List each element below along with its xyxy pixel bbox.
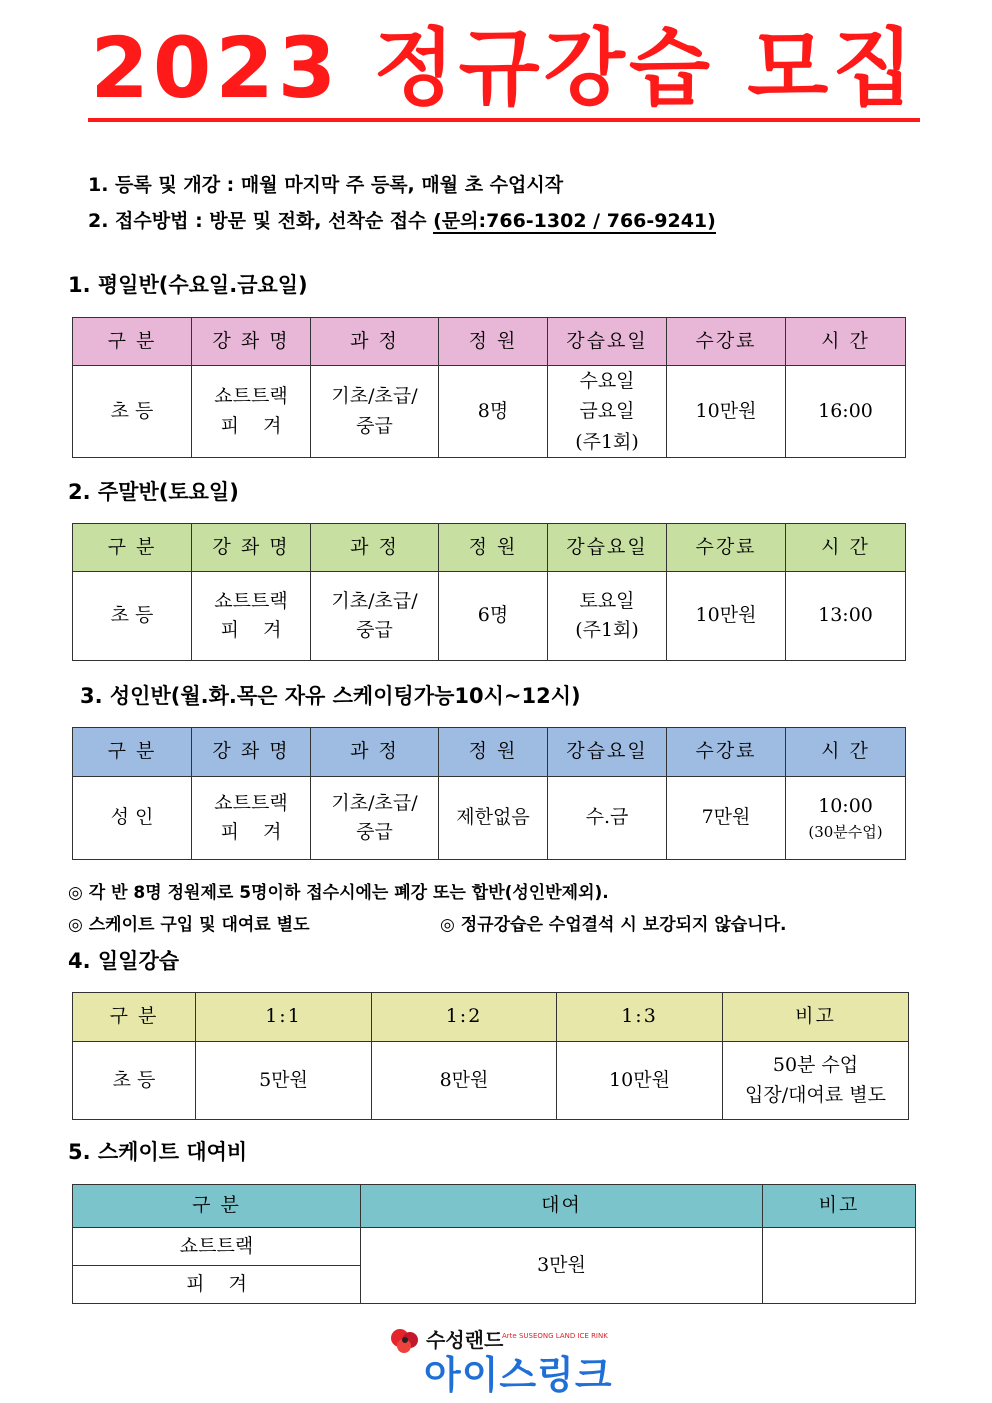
table-row <box>73 777 906 860</box>
table-row <box>73 1228 916 1266</box>
cell-figure: 피 겨 <box>73 1266 361 1304</box>
header-time: 시 간 <box>786 524 906 572</box>
table-row <box>73 366 906 458</box>
header-time: 시 간 <box>786 318 906 366</box>
table-header-row <box>73 728 906 777</box>
cell-fee: 10만원 <box>667 572 786 661</box>
level-line-2: 중급 <box>356 414 393 437</box>
header-category: 구 분 <box>73 1185 361 1228</box>
cell-days: 수.금 <box>548 777 667 860</box>
course-shorttrack: 쇼트트랙 <box>214 791 288 814</box>
cell-capacity: 8명 <box>439 366 548 458</box>
cell-price-1-1: 5만원 <box>196 1042 372 1120</box>
header-rental: 대여 <box>361 1185 763 1228</box>
section-title-adult: 3. 성인반(월.화.목은 자유 스케이팅가능10시~12시) <box>80 684 581 708</box>
notice-application-text: 2. 접수방법 : 방문 및 전화, 선착순 접수 <box>88 210 434 232</box>
cell-rental-price: 3만원 <box>361 1228 763 1304</box>
cell-level <box>311 366 439 458</box>
header-category: 구 분 <box>73 993 196 1042</box>
header-days: 강습요일 <box>548 728 667 777</box>
course-figure: 피 겨 <box>220 821 282 843</box>
cell-days <box>548 366 667 458</box>
header-level: 과 정 <box>311 318 439 366</box>
cell-fee: 7만원 <box>667 777 786 860</box>
table-header-row <box>73 1185 916 1228</box>
header-capacity: 정 원 <box>439 524 548 572</box>
header-days: 강습요일 <box>548 524 667 572</box>
days-line-2: (주1회) <box>575 619 639 641</box>
header-course: 강 좌 명 <box>192 318 311 366</box>
logo-text-suseongland: 수성랜드 <box>426 1328 504 1352</box>
header-category: 구 분 <box>73 524 192 572</box>
section-title-weekday: 1. 평일반(수요일.금요일) <box>68 273 308 297</box>
notice-contact: (문의:766-1302 / 766-9241) <box>433 210 716 232</box>
course-figure: 피 겨 <box>220 619 282 641</box>
notice-registration: 1. 등록 및 개강 : 매월 마지막 주 등록, 매월 초 수업시작 <box>88 174 564 196</box>
header-remarks: 비고 <box>723 993 909 1042</box>
cell-capacity: 6명 <box>439 572 548 661</box>
table-row <box>73 1042 909 1120</box>
adult-table <box>72 727 906 860</box>
cell-time: 13:00 <box>786 572 906 661</box>
note-skate-fee: ◎ 스케이트 구입 및 대여료 별도 <box>68 915 310 935</box>
cell-time: 16:00 <box>786 366 906 458</box>
cell-category: 초 등 <box>73 1042 196 1120</box>
cell-level <box>311 777 439 860</box>
cell-course <box>192 572 311 661</box>
course-figure: 피 겨 <box>220 414 282 437</box>
table-header-row <box>73 524 906 572</box>
header-days: 강습요일 <box>548 318 667 366</box>
header-fee: 수강료 <box>667 318 786 366</box>
cell-shorttrack: 쇼트트랙 <box>73 1228 361 1266</box>
cell-days <box>548 572 667 661</box>
header-capacity: 정 원 <box>439 318 548 366</box>
header-one-on-one: 1:1 <box>196 993 372 1042</box>
page-title: 2023 정규강습 모집 <box>88 18 920 122</box>
cell-category: 성 인 <box>73 777 192 860</box>
weekday-table <box>72 317 906 458</box>
header-category: 구 분 <box>73 318 192 366</box>
rental-table <box>72 1184 916 1304</box>
note-capacity-rule: ◎ 각 반 8명 정원제로 5명이하 접수시에는 폐강 또는 합반(성인반제외). <box>68 883 609 903</box>
flower-icon <box>388 1326 424 1356</box>
cell-time <box>786 777 906 860</box>
note-no-makeup: ◎ 정규강습은 수업결석 시 보강되지 않습니다. <box>440 915 787 935</box>
cell-capacity: 제한없음 <box>439 777 548 860</box>
header-fee: 수강료 <box>667 728 786 777</box>
section-title-rental: 5. 스케이트 대여비 <box>68 1140 248 1164</box>
time-line-2: (30분수업) <box>808 823 883 842</box>
course-shorttrack: 쇼트트랙 <box>214 385 288 408</box>
table-header-row <box>73 318 906 366</box>
header-one-on-two: 1:2 <box>372 993 557 1042</box>
level-line-2: 중급 <box>356 821 393 843</box>
header-level: 과 정 <box>311 524 439 572</box>
cell-category: 초 등 <box>73 366 192 458</box>
cell-level <box>311 572 439 661</box>
days-line-1: 토요일 <box>579 589 635 612</box>
header-level: 과 정 <box>311 728 439 777</box>
table-row <box>73 572 906 661</box>
daily-table <box>72 992 909 1120</box>
logo-text-sub: Arte SUSEONG LAND ICE RINK <box>502 1332 608 1340</box>
level-line-1: 기초/초급/ <box>331 385 418 408</box>
header-one-on-three: 1:3 <box>557 993 723 1042</box>
level-line-1: 기초/초급/ <box>331 589 418 612</box>
level-line-1: 기초/초급/ <box>331 791 418 814</box>
cell-course <box>192 366 311 458</box>
section-title-daily: 4. 일일강습 <box>68 949 180 973</box>
cell-price-1-3: 10만원 <box>557 1042 723 1120</box>
cell-course <box>192 777 311 860</box>
cell-fee: 10만원 <box>667 366 786 458</box>
header-course: 강 좌 명 <box>192 728 311 777</box>
days-line-2: 금요일 <box>579 400 635 423</box>
table-header-row <box>73 993 909 1042</box>
notice-application <box>88 206 716 233</box>
section-title-weekend: 2. 주말반(토요일) <box>68 480 239 504</box>
cell-category: 초 등 <box>73 572 192 661</box>
days-line-1: 수요일 <box>579 370 635 392</box>
level-line-2: 중급 <box>356 619 393 641</box>
time-line-1: 10:00 <box>818 794 873 817</box>
suseong-land-logo <box>386 1322 626 1397</box>
header-category: 구 분 <box>73 728 192 777</box>
course-shorttrack: 쇼트트랙 <box>214 589 288 612</box>
cell-rental-remarks <box>763 1228 916 1304</box>
header-fee: 수강료 <box>667 524 786 572</box>
days-line-3: (주1회) <box>575 430 639 453</box>
header-time: 시 간 <box>786 728 906 777</box>
cell-remarks <box>723 1042 909 1120</box>
weekend-table <box>72 523 906 661</box>
header-course: 강 좌 명 <box>192 524 311 572</box>
logo-text-icerink: 아이스링크 <box>424 1353 613 1397</box>
header-remarks: 비고 <box>763 1185 916 1228</box>
remark-line-2: 입장/대여료 별도 <box>745 1083 886 1106</box>
remark-line-1: 50분 수업 <box>772 1054 859 1077</box>
header-capacity: 정 원 <box>439 728 548 777</box>
cell-price-1-2: 8만원 <box>372 1042 557 1120</box>
